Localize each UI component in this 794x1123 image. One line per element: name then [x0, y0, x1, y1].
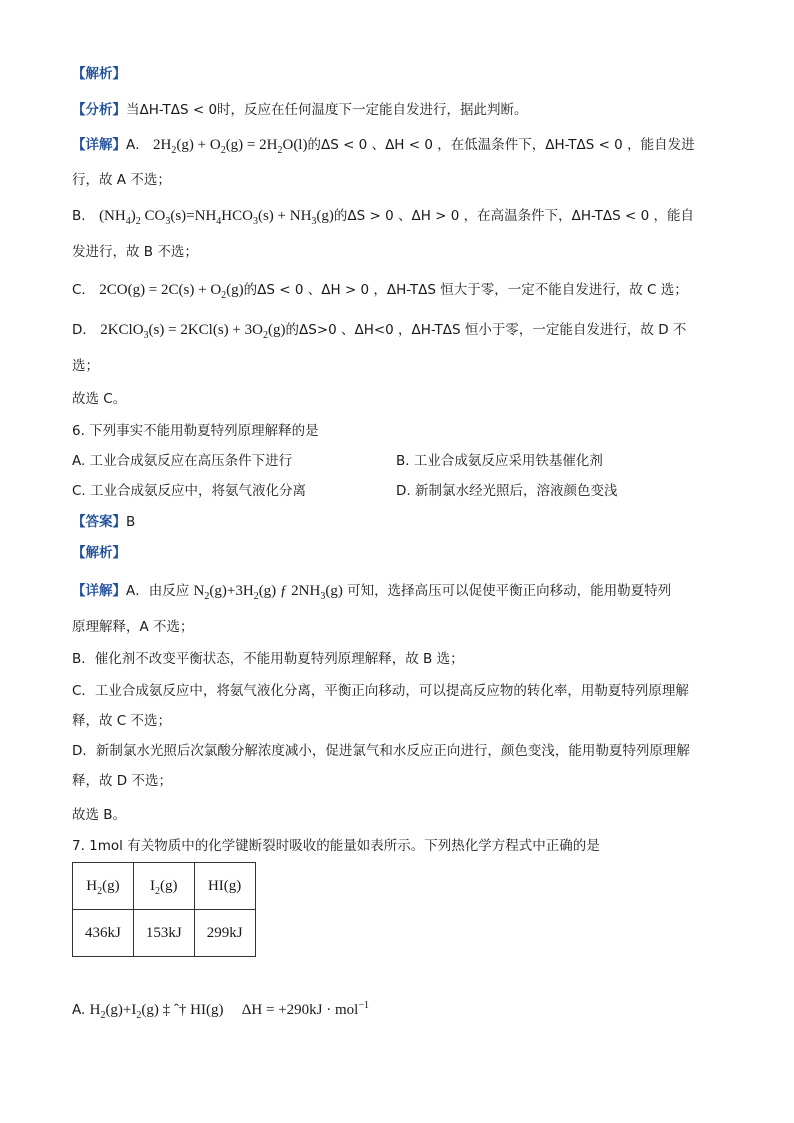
q6-detail-d: D．新制氯水光照后次氯酸分解浓度减小，促进氯气和水反应正向进行，颜色变浅，能用勒夏特列原理解: [72, 743, 690, 759]
option-d-prefix: D．: [72, 322, 96, 338]
value-i2: 153kJ: [133, 910, 194, 957]
q6-option-c: C. 工业合成氨反应中，将氨气液化分离: [72, 483, 307, 499]
analysis-text: 当ΔH-TΔS < 0时，反应在任何温度下一定能自发进行，据此判断。: [126, 102, 528, 118]
option-a-prefix: A．: [126, 137, 149, 153]
q6-detail-c: C．工业合成氨反应中，将氨气液化分离，平衡正向移动，可以提高反应物的转化率，用勒夏特列原理解: [72, 683, 689, 699]
q6-option-a: A. 工业合成氨反应在高压条件下进行: [72, 453, 293, 469]
detail-a-continued: 行，故 A 不选；: [72, 172, 171, 188]
header-hi: HI(g): [194, 863, 255, 910]
table-header-row: [73, 863, 256, 910]
detail-d-text: 的ΔS>0 、ΔH<0 ，ΔH-TΔS 恒小于零，一定能自发进行，故 D 不: [285, 322, 687, 338]
q6-option-d: D. 新制氯水经光照后，溶液颜色变浅: [396, 483, 618, 499]
header-h2: $H_2(g)$: [73, 863, 134, 910]
tag-fenxi: 【分析】: [72, 102, 126, 118]
q6-option-b: B. 工业合成氨反应采用铁基催化剂: [396, 453, 603, 469]
q7-option-a-equation: $H_2(g)+I_2(g)$ ‡ ˆ† HI(g): [89, 1002, 224, 1021]
detail-c-text: 的ΔS < 0 、ΔH > 0 ，ΔH-TΔS 恒大于零，一定不能自发进行，故 C 选；: [243, 282, 688, 298]
detail-b-continued: 发进行，故 B 不选；: [72, 244, 198, 260]
option-b-prefix: B．: [72, 208, 95, 224]
q6-detail-a-prefix: A．由反应: [126, 583, 190, 599]
q6-detail-b: B．催化剂不改变平衡状态，不能用勒夏特列原理解释，故 B 选；: [72, 651, 464, 667]
value-hi: 299kJ: [194, 910, 255, 957]
value-h2: 436kJ: [73, 910, 134, 957]
q6-conclusion: 故选 B。: [72, 807, 127, 823]
q7-option-a-dh: ΔH = +290kJ · mol$^{-1}$: [241, 1000, 369, 1018]
detail-a-text: 的ΔS < 0 、ΔH < 0 ，在低温条件下，ΔH-TΔS < 0 ，能自发进: [307, 137, 695, 153]
q6-tag-xiangjie: 【详解】: [72, 583, 126, 599]
q6-answer-line: [72, 512, 135, 532]
option-c-prefix: C．: [72, 282, 95, 298]
detail-d-continued: 选；: [72, 358, 99, 374]
detail-line-c: [72, 280, 688, 300]
q6-answer: B: [126, 514, 136, 530]
equation-a: $2H_2(g) + O_2(g) = 2H_2O(l)$: [153, 137, 308, 156]
q7-dh-value: ΔH = +290kJ · mol: [241, 1002, 359, 1018]
q6-detail-a-text: 可知，选择高压可以促使平衡正向移动，能用勒夏特列: [347, 583, 672, 599]
detail-line-d: [72, 320, 686, 340]
conclusion-q5: 故选 C。: [72, 391, 127, 407]
detail-line-a: [72, 135, 695, 155]
analysis-line: [72, 100, 528, 120]
q6-jiexi-tag: 【解析】: [72, 545, 126, 561]
header-i2: $I_2(g)$: [133, 863, 194, 910]
tag-daan: 【答案】: [72, 514, 126, 530]
equation-haber: $N_2(g)+3H_2(g)$ ƒ $2NH_3(g)$: [193, 583, 343, 602]
detail-b-text: 的ΔS > 0 、ΔH > 0 ，在高温条件下，ΔH-TΔS < 0 ，能自: [333, 208, 694, 224]
q6-detail-c-continued: 释，故 C 不选；: [72, 713, 172, 729]
q7-option-a: [72, 1000, 369, 1020]
table-value-row: [73, 910, 256, 957]
q6-detail-d-continued: 释，故 D 不选；: [72, 773, 172, 789]
equation-d: 2KClO$_3$(s) = $2KCl(s) + 3O_2(g)$: [100, 322, 286, 341]
bond-energy-table: [72, 862, 256, 957]
q7-stem: 7. 1mol 有关物质中的化学键断裂时吸收的能量如表所示。下列热化学方程式中正确的是: [72, 838, 600, 854]
section-tag-jiexi: 【解析】: [72, 66, 126, 82]
q6-stem: 6. 下列事实不能用勒夏特列原理解释的是: [72, 423, 319, 439]
q6-detail-a-continued: 原理解释，A 不选；: [72, 619, 194, 635]
equation-b: $(NH_4)_2$ $CO_3(s)=NH_4HCO_3(s) + NH_3(g)$: [99, 208, 334, 227]
tag-xiangjie: 【详解】: [72, 137, 126, 153]
equation-c: $2CO(g) = 2C(s) + O_2(g)$: [99, 282, 244, 301]
q6-detail-a: [72, 581, 671, 601]
q7-option-a-prefix: A.: [72, 1002, 86, 1018]
detail-line-b: [72, 206, 694, 226]
